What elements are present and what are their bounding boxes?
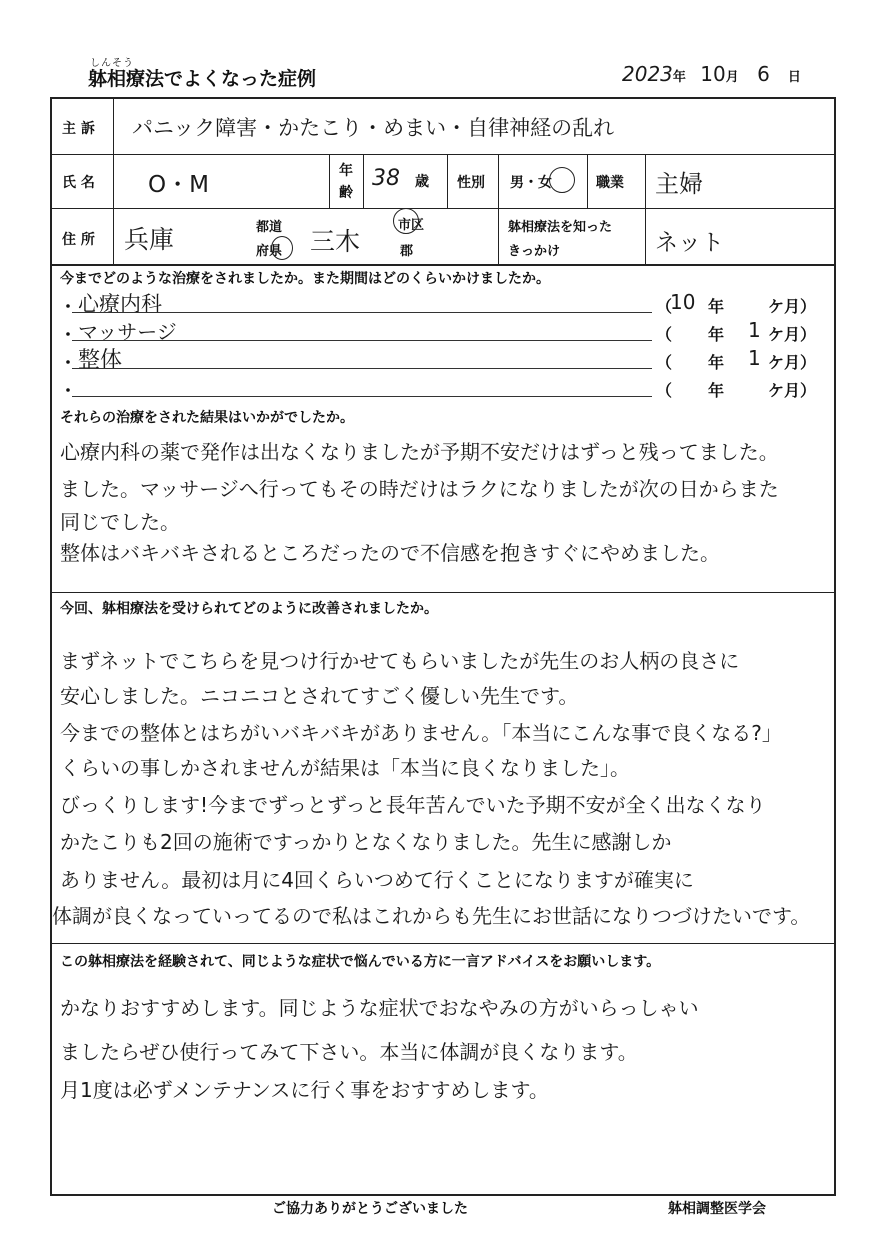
date-month: 10 (700, 62, 726, 86)
address-label: 住 所 (62, 232, 95, 248)
todo-label: 都道 (256, 220, 283, 235)
q4-answer-line: 月1度は必ずメンテナンスに行く事をおすすめします。 (60, 1078, 549, 1102)
treatment-row: ・ マッサージ （ 年 1 ケ月） (60, 318, 817, 344)
treatment-months: 1 (748, 318, 761, 342)
ken-circle-mark (271, 236, 293, 260)
fuken-label: 府県 (256, 244, 283, 259)
q4-question: この躰相療法を経験されて、同じような症状で悩んでいる方に一言アドバイスをお願いします。 (60, 954, 661, 970)
date-day: 6 (757, 62, 770, 86)
thanks-text: ご協力ありがとうございました (272, 1201, 468, 1217)
complaint-value: パニック障害・かたこり・めまい・自律神経の乱れ (132, 116, 615, 140)
prefecture-value: 兵庫 (124, 225, 175, 254)
treatment-row: ・ （ 年 ケ月） (60, 381, 817, 400)
q2-question: それらの治療をされた結果はいかがでしたか。 (60, 410, 354, 426)
age-label-2: 齢 (339, 185, 353, 201)
q3-answer-line: くらいの事しかされませんが結果は「本当に良くなりました」。 (60, 756, 630, 780)
q2-answer-line: 同じでした。 (60, 510, 180, 534)
gender-label: 性別 (457, 175, 485, 191)
treatment-name: 整体 (78, 348, 123, 373)
treatment-name: 心療内科 (78, 292, 162, 316)
org-name: 躰相調整医学会 (668, 1201, 766, 1217)
q3-answer-line: かたこりも2回の施術ですっかりとなくなりました。先生に感謝しか (60, 830, 672, 854)
job-label: 職業 (596, 175, 624, 191)
treatment-name: マッサージ (78, 320, 177, 344)
q3-question: 今回、躰相療法を受けられてどのように改善されましたか。 (60, 601, 438, 617)
treatment-months: 1 (748, 346, 761, 370)
referral-label-1: 躰相療法を知った (508, 220, 613, 235)
q1-question: 今までどのような治療をされましたか。また期間はどのくらいかけましたか。 (60, 271, 550, 287)
gender-male: 男 (510, 175, 524, 191)
age-unit: 歳 (415, 174, 429, 190)
treatment-years: 10 (670, 290, 696, 314)
gender-female: 女 (538, 175, 552, 191)
complaint-label: 主 訴 (62, 121, 95, 137)
q3-answer-line: びっくりします!今までずっとずっと長年苦んでいた予期不安が全く出なくなり (60, 793, 766, 817)
gender-options: 男・女 (510, 175, 552, 191)
q3-answer-line: 安心しました。ニコニコとされてすごく優しい先生です。 (60, 684, 579, 708)
q2-answer-line: 心療内科の薬で発作は出なくなりましたが予期不安だけはずっと残ってました。 (60, 440, 779, 464)
q2-answer-line: ました。マッサージへ行ってもその時だけはラクになりましたが次の日からまた (60, 477, 779, 501)
title-ruby: しんそう (90, 58, 134, 69)
q4-answer-line: ましたらぜひ使行ってみて下さい。本当に体調が良くなります。 (60, 1040, 638, 1064)
gun-label: 郡 (400, 244, 414, 259)
job-value: 主婦 (655, 170, 703, 198)
referral-label-2: きっかけ (508, 244, 561, 259)
q3-answer-line: 今までの整体とはちがいバキバキがありません。「本当にこんな事で良くなる?」 (60, 721, 782, 745)
shi-circle-mark (393, 208, 419, 234)
gender-circle-mark (549, 167, 575, 193)
age-value: 38 (372, 166, 400, 191)
shiku-label: 市区 (398, 218, 425, 233)
name-value: O・M (148, 172, 209, 198)
referral-value: ネット (655, 230, 724, 256)
city-value: 三木 (310, 227, 361, 256)
q2-answer-line: 整体はバキバキされるところだったので不信感を抱きすぐにやめました。 (60, 541, 720, 565)
age-label-1: 年 (339, 163, 353, 179)
q3-answer-line: ありません。最初は月に4回くらいつめて行くことになりますが確実に (60, 868, 694, 892)
name-label: 氏 名 (62, 175, 95, 191)
q3-answer-line: まずネットでこちらを見つけ行かせてもらいましたが先生のお人柄の良さに (60, 649, 740, 673)
q4-answer-line: かなりおすすめします。同じような症状でおなやみの方がいらっしゃい (60, 996, 699, 1020)
page-title: 躰相療法でよくなった症例 (88, 68, 317, 90)
q3-answer-line: 体調が良くなっていってるので私はこれからも先生にお世話になりつづけたいです。 (52, 904, 811, 928)
date-year: 2023 (622, 62, 673, 86)
treatment-row: ・ 整体 （ 年 1 ケ月） (60, 346, 820, 372)
date: 2023年 10月 6 日 (622, 62, 801, 86)
treatment-list (60, 290, 820, 400)
treatment-row: ・ 心療内科 （ 10 年 ケ月） (60, 290, 817, 316)
